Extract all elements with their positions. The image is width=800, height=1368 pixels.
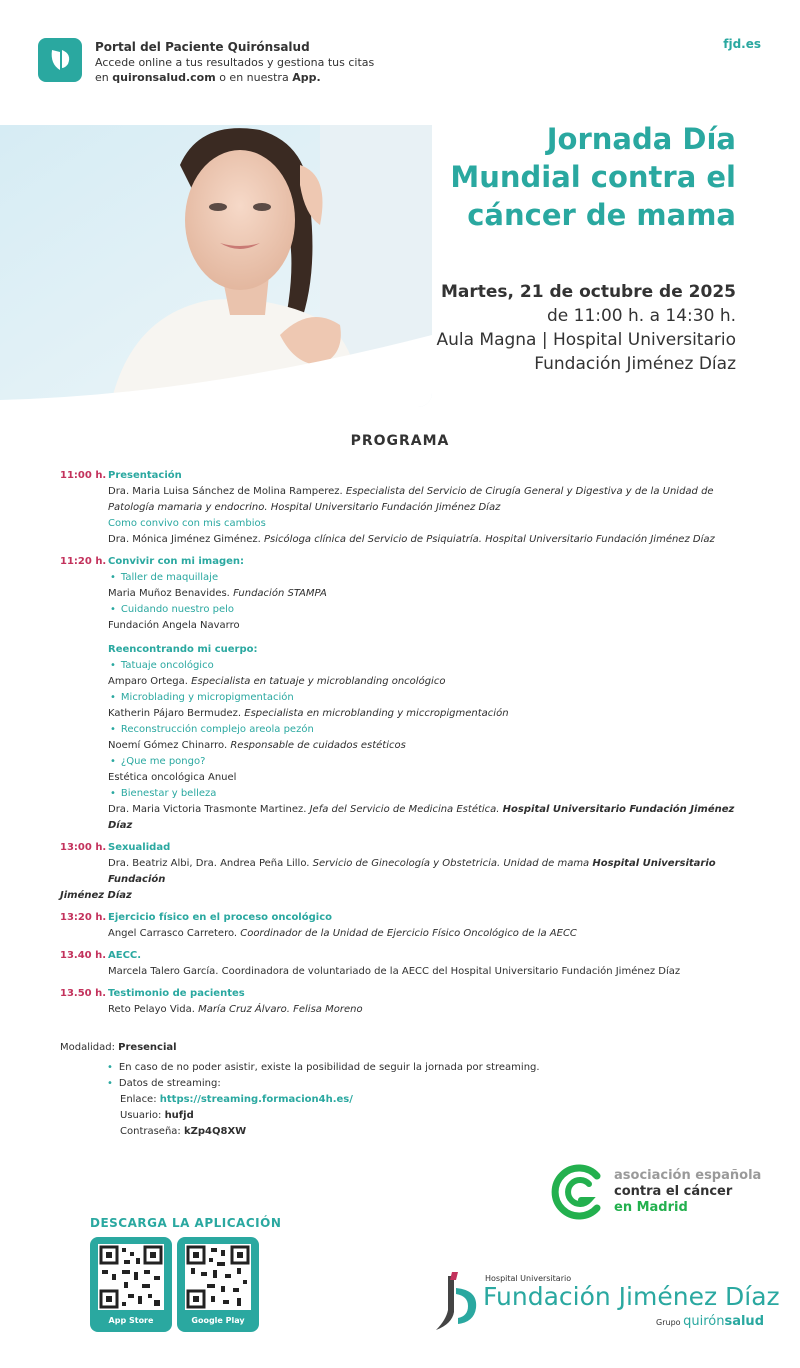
googleplay-qr-button[interactable] (177, 1237, 259, 1332)
site-link[interactable]: fjd.es (723, 37, 761, 51)
subsection-title: Como convivo con mis cambios (108, 518, 266, 529)
aecc-line-2: contra el cáncer (614, 1184, 733, 1199)
speaker: Katherin Pájaro Bermudez. Especialista en microblanding y miccropigmentación (108, 708, 509, 719)
programa-heading: PROGRAMA (350, 433, 450, 449)
topic-item: • ¿Que me pongo? (108, 754, 760, 770)
speaker: Fundación Angela Navarro (108, 620, 240, 631)
googleplay-label: Google Play (191, 1316, 245, 1325)
fjd-symbol-icon (430, 1272, 480, 1334)
speaker: Dra. Maria Victoria Trasmonte Martinez. Jefa del Servicio de Medicina Estética. Hospital Universitario Fundación Jiménez Díaz (108, 804, 735, 831)
event-place-2: Fundación Jiménez Díaz (534, 354, 736, 374)
title-line-1: Jornada Día (546, 122, 736, 156)
streaming-user-line: Usuario: hufjd (120, 1110, 194, 1121)
program-section (60, 948, 760, 980)
qr-code-icon (185, 1244, 251, 1310)
program-section (60, 910, 760, 942)
aecc-symbol-icon (551, 1162, 607, 1222)
section-time: 13:20 h. (60, 912, 107, 923)
topic-item: • Tatuaje oncológico (108, 658, 760, 674)
section-time: 11:20 h. (60, 556, 107, 567)
program-section (60, 986, 760, 1018)
portal-line3: en quironsalud.com o en nuestra App. (95, 71, 321, 84)
portal-info (95, 40, 374, 85)
speaker-org-continued: Jiménez Díaz (60, 890, 132, 901)
fjd-big-text: Fundación Jiménez Díaz (483, 1282, 780, 1311)
qr-code-icon (98, 1244, 164, 1310)
topic-item: • Taller de maquillaje (108, 570, 760, 586)
streaming-pass-line: Contraseña: kZp4Q8XW (120, 1126, 247, 1137)
topic-item: • Reconstrucción complejo areola pezón (108, 722, 760, 738)
speaker: Dra. Maria Luisa Sánchez de Molina Ramperez. Especialista del Servicio de Cirugía General y Digestiva y de la Unidad de Patología mamaria y endocrino. Hospital Universitario Fundación Jiménez Díaz (108, 486, 714, 513)
streaming-data-title: • Datos de streaming: (107, 1076, 660, 1092)
section-title: Testimonio de pacientes (108, 988, 245, 999)
portal-app[interactable]: App. (292, 71, 321, 84)
streaming-note: • En caso de no poder asistir, existe la posibilidad de seguir la jornada por streaming. (107, 1060, 660, 1076)
aecc-line-3: en Madrid (614, 1200, 688, 1215)
speaker: Reto Pelayo Vida. María Cruz Álvaro. Felisa Moreno (108, 1004, 363, 1015)
section-title: Sexualidad (108, 842, 171, 853)
event-place-1: Aula Magna | Hospital Universitario (436, 330, 736, 350)
title-line-2: Mundial contra el (450, 160, 736, 194)
streaming-link[interactable]: https://streaming.formacion4h.es/ (159, 1094, 353, 1105)
appstore-qr-button[interactable] (90, 1237, 172, 1332)
section-time: 13:00 h. (60, 842, 107, 853)
title-line-3: cáncer de mama (467, 198, 736, 232)
speaker: Amparo Ortega. Especialista en tatuaje y microblanding oncológico (108, 676, 446, 687)
program-section (60, 840, 760, 904)
program-list (60, 468, 760, 1024)
portal-link[interactable]: quironsalud.com (112, 71, 216, 84)
speaker: Maria Muñoz Benavides. Fundación STAMPA (108, 588, 327, 599)
portal-logo (38, 38, 82, 82)
subsection-title: Reencontrando mi cuerpo: (108, 644, 258, 655)
section-title: Convivir con mi imagen: (108, 556, 245, 567)
download-title: DESCARGA LA APLICACIÓN (90, 1216, 282, 1230)
program-section (60, 468, 760, 548)
fjd-logo (430, 1272, 780, 1337)
portal-line2: Accede online a tus resultados y gestiona tus citas (95, 56, 375, 69)
event-info (396, 280, 736, 376)
aecc-line-1: asociación española (614, 1168, 762, 1183)
event-date: Martes, 21 de octubre de 2025 (440, 282, 736, 302)
portal-title: Portal del Paciente Quirónsalud (95, 40, 310, 54)
speaker: Marcela Talero García. Coordinadora de voluntariado de la AECC del Hospital Universitario Fundación Jiménez Díaz (108, 966, 681, 977)
event-title (436, 120, 736, 234)
program-section (60, 554, 760, 834)
speaker: Angel Carrasco Carretero. Coordinador de la Unidad de Ejercicio Físico Oncológico de la AECC (108, 928, 577, 939)
section-time: 13.40 h. (60, 950, 107, 961)
topic-item: • Microblading y micropigmentación (108, 690, 760, 706)
speaker: Noemí Gómez Chinarro. Responsable de cuidados estéticos (108, 740, 406, 751)
fjd-small-text: Hospital Universitario (485, 1274, 572, 1283)
speaker: Dra. Mónica Jiménez Giménez. Psicóloga clínica del Servicio de Psiquiatría. Hospital Universitario Fundación Jiménez Díaz (108, 534, 715, 545)
section-title: Ejercicio físico en el proceso oncológico (108, 912, 332, 923)
event-time: de 11:00 h. a 14:30 h. (546, 306, 736, 326)
section-time: 13.50 h. (60, 988, 107, 999)
appstore-label: App Store (108, 1316, 154, 1325)
grupo-quironsalud: Grupo quirónsalud (656, 1314, 764, 1329)
section-title: AECC. (108, 950, 142, 961)
speaker: Estética oncológica Anuel (108, 772, 237, 783)
streaming-link-line: Enlace: https://streaming.formacion4h.es/ (120, 1094, 353, 1105)
hero-photo (0, 125, 432, 407)
topic-item: • Bienestar y belleza (108, 786, 760, 802)
topic-item: • Cuidando nuestro pelo (108, 602, 760, 618)
modality-block (60, 1040, 660, 1140)
modality-line: Modalidad: Presencial (60, 1042, 177, 1053)
section-title: Presentación (108, 470, 182, 481)
speaker: Dra. Beatriz Albi, Dra. Andrea Peña Lillo. Servicio de Ginecología y Obstetricia. Unidad de mama Hospital Universitario Fundación (108, 858, 716, 885)
section-time: 11:00 h. (60, 470, 107, 481)
aecc-logo (551, 1162, 766, 1222)
